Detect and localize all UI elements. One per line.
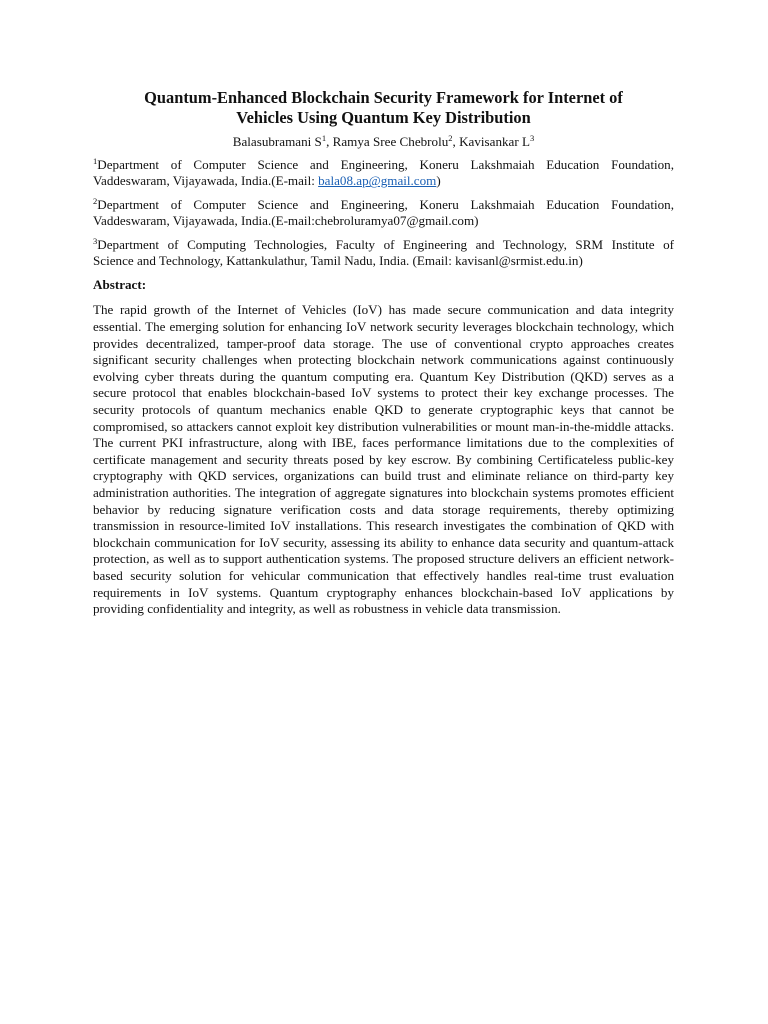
affiliation-3 bbox=[93, 237, 674, 270]
affiliation-line: Vaddeswaram, Vijayawada, India.(E-mail:chebroluramya07@gmail.com) bbox=[93, 213, 479, 229]
author-affiliation-marker: 2 bbox=[448, 133, 453, 143]
title-line-1: Quantum-Enhanced Blockchain Security Framework for Internet of bbox=[144, 88, 623, 107]
author-affiliation-marker: 1 bbox=[321, 133, 327, 143]
author-name: Ramya Sree Chebrolu bbox=[332, 134, 449, 149]
author-affiliation-marker: 3 bbox=[529, 133, 535, 143]
affiliation-marker: 1 bbox=[93, 156, 98, 166]
affiliation-line: $^3$Department of Computing Technologies, Faculty of Engineering and Technology, SRM Institute of bbox=[93, 235, 674, 252]
affiliation-line: Science and Technology, Kattankulathur, Tamil Nadu, India. (Email: kavisanl@srmist.edu.in) bbox=[93, 253, 583, 269]
affiliation-2 bbox=[93, 197, 674, 230]
affiliation-marker: 3 bbox=[93, 235, 98, 246]
author-separator: , bbox=[452, 134, 460, 149]
title-line-2: Vehicles Using Quantum Key Distribution bbox=[236, 108, 531, 127]
abstract-heading: Abstract: bbox=[93, 277, 147, 293]
affiliation-line: $^1$Department of Computer Science and Engineering, Koneru Lakshmaiah Education Foundation, bbox=[93, 156, 674, 172]
abstract-body: The rapid growth of the Internet of Vehicles (IoV) has made secure communication and data integrity essential. The emerging solution for enhancing IoV network security leverages blockchain technology, which provides decentralized, tamper-proof data storage. The use of conventional crypto approaches creates significant security challenges when protecting blockchain network communications against continuously evolving cyber threats during the quantum computing era. Quantum Key Distribution (QKD) serves as a secure protocol that enables blockchain-based IoV systems to protect their key exchange processes. The security protocols of quantum mechanics enable QKD to generate cryptographic keys that cannot be compromised, so attackers cannot exploit key distribution vulnerabilities or mount man-in-the-middle attacks. The current PKI infrastructure, along with IBE, faces performance limitations due to the complexities of certificate management and security threats posed by key escrow. By combining Certificateless public-key cryptography with QKD services, organizations can build trust and eliminate reliance on third-party key administration authorities. The integration of aggregate signatures into blockchain systems promotes efficient behavior by reducing signature verification costs and data storage requirements, thereby optimizing transmission in resource-limited IoV installations. This research investigates the combination of QKD with blockchain communication for IoV security, assessing its ability to enhance data security and quantum-attack protection, as well as to support authentication systems. The proposed structure delivers an efficient network-based security solution for vehicular communication that effectively handles real-time trust evaluation requirements in IoV systems. Quantum cryptography enhances blockchain-based IoV applications by providing confidentiality and integrity, as well as robustness in vehicle data transmission. bbox=[93, 302, 674, 617]
author-separator: , bbox=[326, 134, 333, 149]
affiliation-line: $^2$Department of Computer Science and Engineering, Koneru Lakshmaiah Education Foundation, bbox=[93, 195, 674, 212]
affiliation-line: Vaddeswaram, Vijayawada, India.(E-mail: bala08.ap@gmail.com) bbox=[93, 173, 441, 189]
paper-page bbox=[93, 88, 674, 631]
email-link[interactable]: bala08.ap@gmail.com bbox=[318, 173, 437, 189]
paper-title bbox=[93, 88, 674, 128]
affiliation-marker: 2 bbox=[93, 195, 98, 206]
author-name: Balasubramani S bbox=[232, 134, 322, 149]
author-name: Kavisankar L bbox=[459, 134, 530, 149]
author-list bbox=[93, 134, 674, 150]
affiliation-1 bbox=[93, 157, 674, 190]
